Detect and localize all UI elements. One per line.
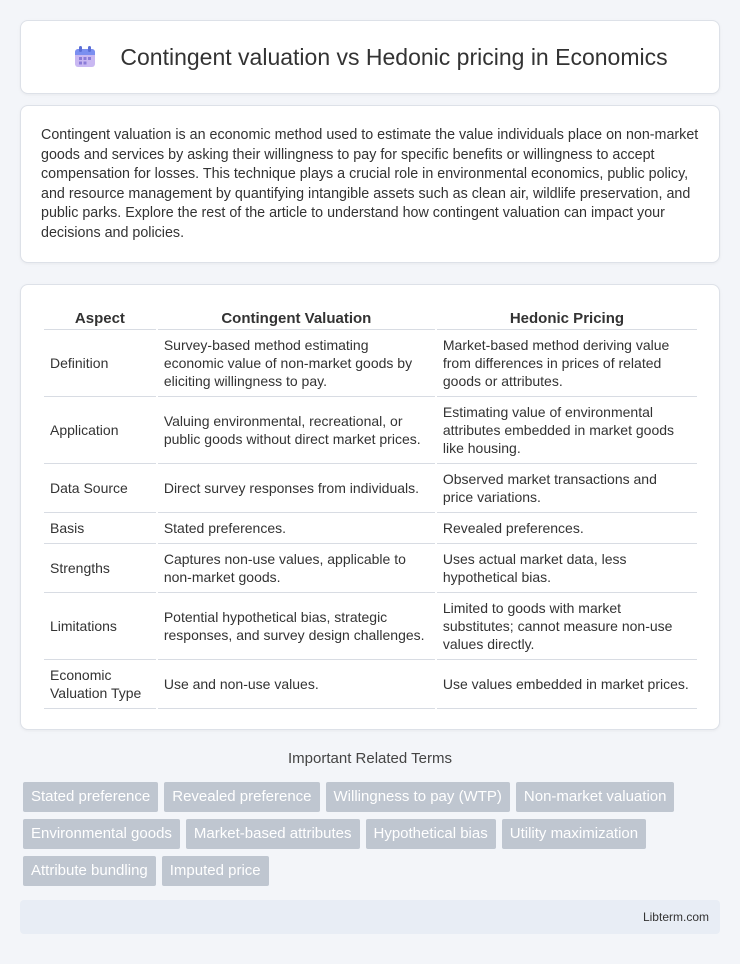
- related-term-tag[interactable]: Stated preference: [23, 782, 158, 812]
- row-aspect: Economic Valuation Type: [44, 660, 156, 709]
- header-hedonic-pricing: Hedonic Pricing: [437, 304, 697, 330]
- row-hedonic-pricing: Estimating value of environmental attributes embedded in market goods like housing.: [437, 397, 697, 464]
- calendar-icon: [72, 44, 98, 70]
- table-row: [44, 593, 697, 660]
- row-aspect: Application: [44, 397, 156, 464]
- related-term-tag[interactable]: Hypothetical bias: [366, 819, 496, 849]
- row-aspect: Limitations: [44, 593, 156, 660]
- related-term-tag[interactable]: Imputed price: [162, 856, 269, 886]
- header-aspect: Aspect: [44, 304, 156, 330]
- table-row: [44, 397, 697, 464]
- table-row: [44, 513, 697, 544]
- page-title: Contingent valuation vs Hedonic pricing in Economics: [120, 43, 668, 70]
- row-hedonic-pricing: Market-based method deriving value from differences in prices of related goods or attributes.: [437, 330, 697, 397]
- related-term-tag[interactable]: Revealed preference: [164, 782, 319, 812]
- related-term-tag[interactable]: Willingness to pay (WTP): [326, 782, 510, 812]
- row-contingent-valuation: Stated preferences.: [158, 513, 435, 544]
- footer-site-link[interactable]: Libterm.com: [642, 910, 709, 924]
- row-contingent-valuation: Captures non-use values, applicable to non-market goods.: [158, 544, 435, 593]
- table-row: [44, 660, 697, 709]
- related-term-tag[interactable]: Non-market valuation: [516, 782, 675, 812]
- footer: [20, 900, 720, 934]
- related-term-tag[interactable]: Utility maximization: [502, 819, 646, 849]
- row-contingent-valuation: Valuing environmental, recreational, or public goods without direct market prices.: [158, 397, 435, 464]
- comparison-table: [42, 304, 699, 709]
- comparison-table-card: [20, 284, 720, 730]
- row-aspect: Basis: [44, 513, 156, 544]
- table-header-row: [44, 304, 697, 330]
- table-row: [44, 330, 697, 397]
- row-hedonic-pricing: Uses actual market data, less hypothetical bias.: [437, 544, 697, 593]
- row-contingent-valuation: Potential hypothetical bias, strategic responses, and survey design challenges.: [158, 593, 435, 660]
- related-terms-list: [23, 782, 723, 886]
- intro-card: [20, 105, 720, 263]
- row-contingent-valuation: Use and non-use values.: [158, 660, 435, 709]
- related-terms-title: Important Related Terms: [288, 750, 452, 767]
- related-term-tag[interactable]: Market-based attributes: [186, 819, 360, 849]
- table-row: [44, 464, 697, 513]
- row-aspect: Data Source: [44, 464, 156, 513]
- row-hedonic-pricing: Observed market transactions and price variations.: [437, 464, 697, 513]
- row-aspect: Definition: [44, 330, 156, 397]
- row-contingent-valuation: Survey-based method estimating economic value of non-market goods by eliciting willingness to pay.: [158, 330, 435, 397]
- row-hedonic-pricing: Limited to goods with market substitutes; cannot measure non-use values directly.: [437, 593, 697, 660]
- related-term-tag[interactable]: Environmental goods: [23, 819, 180, 849]
- table-row: [44, 544, 697, 593]
- title-card: [20, 20, 720, 94]
- row-hedonic-pricing: Revealed preferences.: [437, 513, 697, 544]
- row-contingent-valuation: Direct survey responses from individuals.: [158, 464, 435, 513]
- row-aspect: Strengths: [44, 544, 156, 593]
- intro-text: Contingent valuation is an economic method used to estimate the value individuals place on non-market goods and services by asking their willingness to pay for specific benefits or willingness to accept compensation for losses. This technique plays a crucial role in environmental economics, public policy, and resource management by quantifying intangible assets such as clean air, wildlife preservation, and public parks. Explore the rest of the article to understand how contingent valuation can impact your decisions and policies.: [41, 127, 699, 241]
- related-term-tag[interactable]: Attribute bundling: [23, 856, 156, 886]
- header-contingent-valuation: Contingent Valuation: [158, 304, 435, 330]
- row-hedonic-pricing: Use values embedded in market prices.: [437, 660, 697, 709]
